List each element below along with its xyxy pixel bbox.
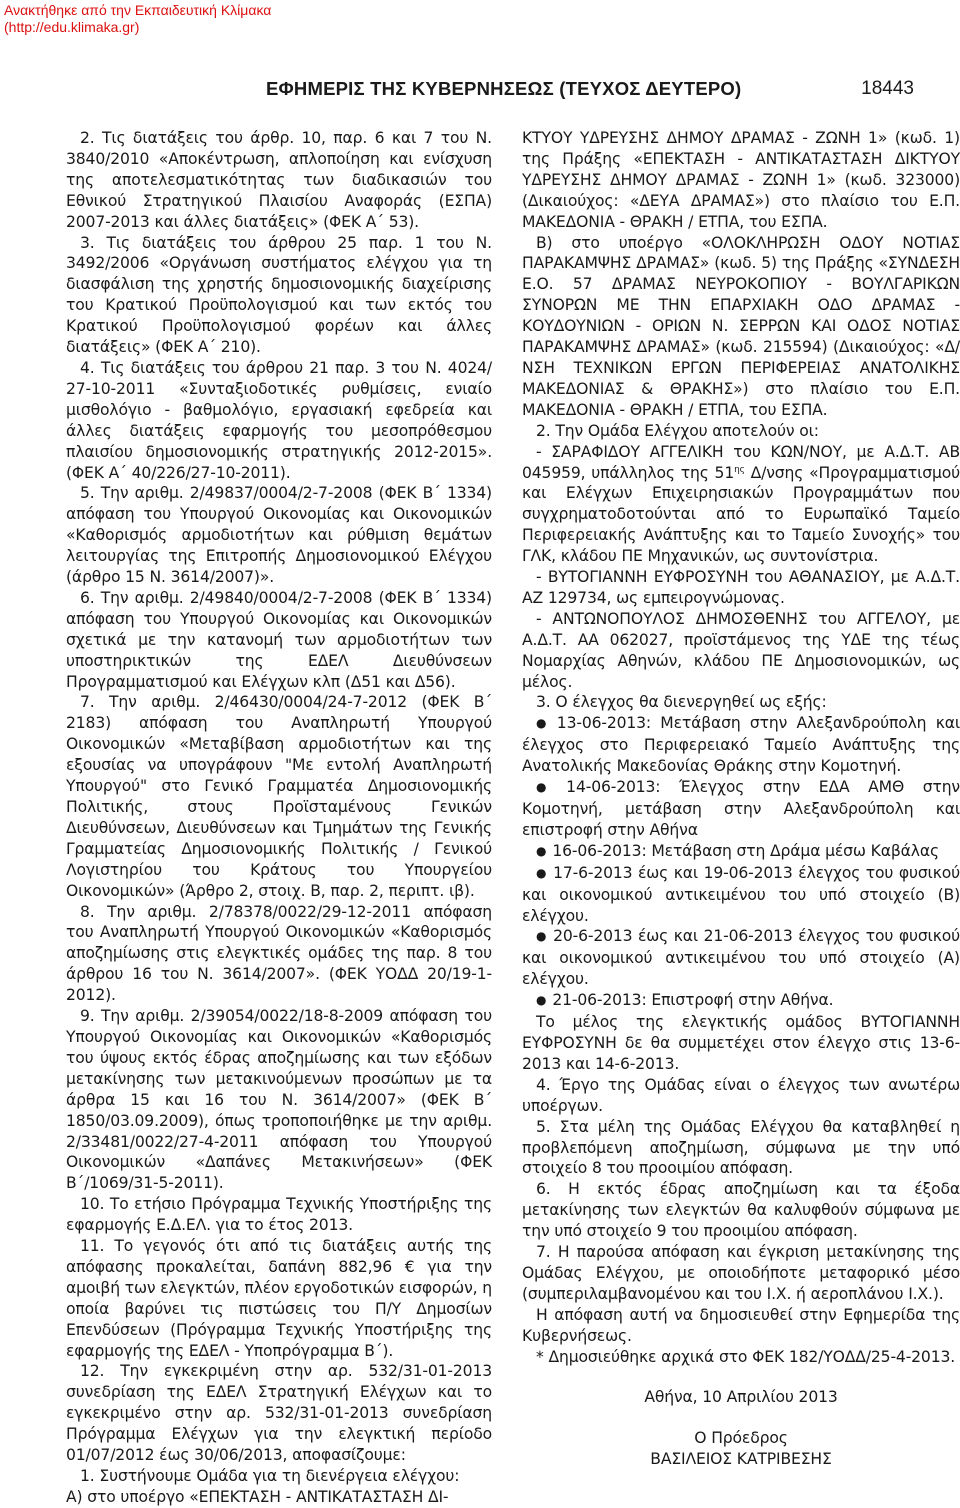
paragraph: 4. Έργο της Ομάδας είναι ο έλεγχος των ανωτέρω υποέργων. — [522, 1075, 960, 1115]
gazette-title: ΕΦΗΜΕΡΙΣ ΤΗΣ ΚΥΒΕΡΝΗΣΕΩΣ (ΤΕΥΧΟΣ ΔΕΥΤΕΡΟ) — [266, 78, 742, 99]
schedule-item: ● 21-06-2013: Επιστροφή στην Αθήνα. — [522, 990, 960, 1012]
paragraph: 2. Τις διατάξεις του άρθρ. 10, παρ. 6 και 7 του Ν. 3840/2010 «Αποκέντρωση, απλοποίηση και ενίσχυση της αποτελεσματικότητας των διαδικασιών του Εθνικού Στρατηγικού Πλαισίου Αναφοράς (ΕΣΠΑ) 2007-2013 και άλλες διατάξεις» (ΦΕΚ Α΄ 53). — [66, 129, 492, 231]
ordinal-suffix: ης — [734, 464, 745, 475]
schedule-item: ● 17-6-2013 έως και 19-06-2013 έλεγχος του φυσικού και οικονομικού αντικειμένου του υπό στοιχείο (Β) ελέγχου. — [522, 863, 960, 927]
page-header — [66, 78, 914, 102]
page-number: 18443 — [861, 78, 914, 99]
left-column — [66, 128, 492, 1508]
paragraph: ΚΤΥΟΥ ΥΔΡΕΥΣΗΣ ΔΗΜΟΥ ΔΡΑΜΑΣ - ΖΩΝΗ 1» (κωδ. 1) της Πράξης «ΕΠΕΚΤΑΣΗ - ΑΝΤΙΚΑΤΑΣΤΑΣΗ ΔΙΚΤΥΟΥ ΥΔΡΕΥΣΗΣ ΔΗΜΟΥ ΔΡΑΜΑΣ - ΖΩΝΗ 1» (κωδ. 323000) (Δικαιούχος: «ΔΕΥΑ ΔΡΑΜΑΣ») στο πλαίσιο του Ε.Π. ΜΑΚΕΔΟΝΙΑ - ΘΡΑΚΗ / ΕΤΠΑ, του ΕΣΠΑ. — [522, 129, 960, 231]
source-note-line: Ανακτήθηκε από την Εκπαιδευτική Κλίμακα — [4, 2, 272, 18]
paragraph: 7. Η παρούσα απόφαση και έγκριση μετακίνησης της Ομάδας Ελέγχου, με οποιοδήποτε μεταφορικό μέσο (συμπεριλαμβανομένου και του Ι.Χ. ή αεροπλάνου Ι.Χ.). — [522, 1243, 960, 1303]
source-note-link[interactable]: (http://edu.klimaka.gr) — [4, 19, 140, 35]
paragraph: Το μέλος της ελεγκτικής ομάδος ΒΥΤΟΓΙΑΝΝΗ ΕΥΦΡΟΣΥΝΗ δε θα συμμετέχει στον έλεγχο στις 13-6-2013 και 14-6-2013. — [522, 1013, 960, 1073]
paragraph: Η απόφαση αυτή να δημοσιευθεί στην Εφημερίδα της Κυβερνήσεως. — [522, 1305, 960, 1345]
schedule-item: ● 20-6-2013 έως και 21-06-2013 έλεγχος του φυσικού και οικονομικού αντικειμένου του υπό στοιχείο (Α) ελέγχου. — [522, 926, 960, 990]
signing-date: Αθήνα, 10 Απριλίου 2013 — [644, 1388, 838, 1407]
paragraph: Α) στο υποέργο «ΕΠΕΚΤΑΣΗ - ΑΝΤΙΚΑΤΑΣΤΑΣΗ ΔΙ- — [66, 1487, 449, 1506]
paragraph: 5. Στα μέλη της Ομάδας Ελέγχου θα καταβληθεί η προβλεπόμενη αποζημίωση, σύμφωνα με την υπό στοιχείο 8 του προοιμίου απόφαση. — [522, 1117, 960, 1178]
paragraph: 6. Η εκτός έδρας αποζημίωση και τα έξοδα μετακίνησης των ελεγκτών θα καλυφθούν σύμφωνα με την υπό στοιχείο 9 του προοιμίου απόφαση. — [522, 1180, 960, 1241]
paragraph: 3. Τις διατάξεις του άρθρου 25 παρ. 1 του Ν. 3492/2006 «Οργάνωση συστήματος ελέγχου για τη διασφάλιση της χρηστής δημοσιονομικής διαχείρισης του Κρατικού Προϋπολογισμού και των εκτός του Κρατικού Προϋπολογισμού φορέων και άλλες διατάξεις» (ΦΕΚ Α΄ 210). — [66, 233, 492, 357]
paragraph: 9. Την αριθμ. 2/39054/0022/18-8-2009 απόφαση του Υπουργού Οικονομίας και Οικονομικών «Καθορισμός του ύψους εκτός έδρας αποζημίωσης και των εξόδων μετακίνησης των μετακινούμενων προσώπων με τα άρθρα 15 και 16 του Ν. 3614/2007» (ΦΕΚ Β΄ 1850/03.09.2009), όπως τροποποιήθηκε με την αριθμ. 2/33481/0022/27-4-2011 απόφαση του Υπουργού Οικονομικών «Δαπάνες Μετακινήσεων» (ΦΕΚ Β΄/1069/31-5-2011). — [66, 1007, 492, 1193]
member-text: - ΣΑΡΑΦΙΔΟΥ ΑΓΓΕΛΙΚΗ του ΚΩΝ/ΝΟΥ, με Α.Δ.Τ. ΑΒ 045959, υπάλληλος της 51 — [522, 442, 960, 482]
paragraph: Β) στο υποέργο «ΟΛΟΚΛΗΡΩΣΗ ΟΔΟΥ ΝΟΤΙΑΣ ΠΑΡΑΚΑΜΨΗΣ ΔΡΑΜΑΣ» (κωδ. 5) της Πράξης «ΣΥΝΔΕΣΗ Ε.Ο. 57 ΔΡΑΜΑΣ ΝΕΥΡΟΚΟΠΙΟΥ - ΒΟΥΛΓΑΡΙΚΩΝ ΣΥΝΟΡΩΝ ΜΕ ΤΗΝ ΕΠΑΡΧΙΑΚΗ ΟΔΟ ΔΡΑΜΑΣ - ΚΟΥΔΟΥΝΙΩΝ - ΟΡΙΩΝ Ν. ΣΕΡΡΩΝ ΚΑΙ ΟΔΟΣ ΝΟΤΙΑΣ ΠΑΡΑΚΑΜΨΗΣ ΔΡΑΜΑΣ» (κωδ. 215594) (Δικαιούχος: «Δ/ΝΣΗ ΤΕΧΝΙΚΩΝ ΕΡΓΩΝ ΠΕΡΙΦΕΡΕΙΑΣ ΑΝΑΤΟΛΙΚΗΣ ΜΑΚΕΔΟΝΙΑΣ & ΘΡΑΚΗΣ») στο πλαίσιο του Ε.Π. ΜΑΚΕΔΟΝΙΑ - ΘΡΑΚΗ / ΕΤΠΑ, του ΕΣΠΑ. — [522, 233, 960, 419]
paragraph: 3. Ο έλεγχος θα διενεργηθεί ως εξής: — [536, 693, 827, 712]
signer-name: ΒΑΣΙΛΕΙΟΣ ΚΑΤΡΙΒΕΣΗΣ — [650, 1450, 832, 1469]
paragraph: 1. Συστήνουμε Ομάδα για τη διενέργεια ελέγχου: — [80, 1467, 460, 1485]
right-column — [522, 128, 960, 1470]
paragraph: - ΒΥΤΟΓΙΑΝΝΗ ΕΥΦΡΟΣΥΝΗ του ΑΘΑΝΑΣΙΟΥ, με Α.Δ.Τ. ΑΖ 129734, ως εμπειρογνώμονας. — [522, 568, 960, 607]
body-columns — [66, 128, 960, 1506]
paragraph: 8. Την αριθμ. 2/78378/0022/29-12-2011 απόφαση του Αναπληρωτή Υπουργού Οικονομικών «Καθορισμός αποζημίωσης στις ελεγκτικές ομάδες της παρ. 8 του άρθρου 16 του Ν. 3614/2007». (ΦΕΚ ΥΟΔΔ 20/19-1-2012). — [66, 902, 492, 1005]
paragraph: 11. Το γεγονός ότι από τις διατάξεις αυτής της απόφασης προκαλείται, δαπάνη 882,96 € για την αμοιβή των ελεγκτών, πλέον εργοδοτικών εισφορών, η οποία βαρύνει τις πιστώσεις του Π/Υ Δημοσίων Επενδύσεων (Πρόγραμμα Τεχνικής Υποστήριξης της εφαρμογής της ΕΔΕΛ - Υποπρόγραμμα Β΄). — [66, 1237, 492, 1360]
member-text: Δ/νσης «Προγραμματισμού και Ελέγχων Επιχειρησιακών Προγραμμάτων που συγχρηματοδοτούνται από το Ευρωπαϊκό Ταμείο Περιφερειακής Ανάπτυξης και το Ταμείο Συνοχής» του ΓΛΚ, κλάδου ΠΕ Μηχανικών, ως συντονίστρια. — [522, 463, 960, 566]
schedule-item: ● 14-06-2013: Έλεγχος στην ΕΔΑ ΑΜΘ στην Κομοτηνή, μετάβαση στην Αλεξανδρούπολη και επιστροφή στην Αθήνα — [522, 777, 960, 841]
schedule-item: ● 16-06-2013: Μετάβαση στη Δράμα μέσω Καβάλας — [522, 841, 960, 863]
paragraph: - ΑΝΤΩΝΟΠΟΥΛΟΣ ΔΗΜΟΣΘΕΝΗΣ του ΑΓΓΕΛΟΥ, με Α.Δ.Τ. ΑΑ 062027, προϊστάμενος της ΥΔΕ της τέως Νομαρχίας Αθηνών, κλάδου ΠΕ Δημοσιονομικών, ως μέλος. — [522, 609, 960, 691]
paragraph: 12. Την εγκεκριμένη στην αρ. 532/31-01-2013 συνεδρίαση της ΕΔΕΛ Στρατηγική Ελέγχων και το εγκεκριμένο στην αρ. 532/31-01-2013 συνεδρίαση Πρόγραμμα Ελέγχων για την ελεγκτική περίοδο 01/07/2012 έως 30/06/2013, αποφασίζουμε: — [66, 1362, 492, 1465]
paragraph: 4. Τις διατάξεις του άρθρου 21 παρ. 3 του Ν. 4024/ 27-10-2011 «Συνταξιοδοτικές ρυθμίσεις, ενιαίο μισθολόγιο - βαθμολόγιο, εργασιακή εφεδρεία και άλλες διατάξεις εφαρμογής του μεσοπρόθεσμου πλαισίου δημοσιονομικής στρατηγικής 2012-2015». (ΦΕΚ Α΄ 40/226/27-10-2011). — [66, 358, 492, 482]
paragraph: 6. Την αριθμ. 2/49840/0004/2-7-2008 (ΦΕΚ Β΄ 1334) απόφαση του Υπουργού Οικονομίας και Οικονομικών σχετικά με την κατανομή των αρμοδιοτήτων των υποστηρικτικών της ΕΔΕΛ Διευθύνσεων Προγραμματισμού και Ελέγχων κλπ (Δ51 και Δ56). — [66, 588, 492, 691]
paragraph — [522, 442, 960, 567]
footnote: * Δημοσιεύθηκε αρχικά στο ΦΕΚ 182/ΥΟΔΔ/25-4-2013. — [536, 1347, 956, 1366]
paragraph: 5. Την αριθμ. 2/49837/0004/2-7-2008 (ΦΕΚ Β΄ 1334) απόφαση του Υπουργού Οικονομίας και Οικονομικών «Καθορισμός αρμοδιοτήτων και ρύθμιση θεμάτων λειτουργίας της Επιτροπής Δημοσιονομικού Ελέγχου (άρθρο 15 Ν. 3614/2007)». — [66, 484, 492, 587]
signer-title: Ο Πρόεδρος — [694, 1429, 788, 1448]
paragraph: 7. Την αριθμ. 2/46430/0004/24-7-2012 (ΦΕΚ Β΄ 2183) απόφαση του Αναπληρωτή Υπουργού Οικονομικών «Μεταβίβαση αρμοδιοτήτων και της εξουσίας να υπογράφουν "Με εντολή Αναπληρωτή Υπουργού" στο Γενικό Γραμματέα Δημοσιονομικής Πολιτικής, στους Προϊσταμένους Γενικών Διευθύνσεων, Διευθύνσεων και Τμημάτων της Γενικής Γραμματείας Δημοσιονομικής Πολιτικής / Γενικού Λογιστηρίου του Κράτους του Υπουργείου Οικονομικών» (Άρθρο 2, στοιχ. Β, παρ. 2, περιπτ. ιβ). — [66, 693, 492, 900]
source-note — [4, 2, 271, 36]
schedule-item: ● 13-06-2013: Μετάβαση στην Αλεξανδρούπολη και έλεγχος στο Περιφερειακό Ταμείο Ανάπτυξης της Ανατολικής Μακεδονίας Θράκης στην Κομοτηνή. — [522, 713, 960, 777]
paragraph: 2. Την Ομάδα Ελέγχου αποτελούν οι: — [536, 421, 819, 440]
paragraph: 10. Το ετήσιο Πρόγραμμα Τεχνικής Υποστήριξης της εφαρμογής Ε.Δ.ΕΛ. για το έτος 2013. — [66, 1195, 492, 1235]
